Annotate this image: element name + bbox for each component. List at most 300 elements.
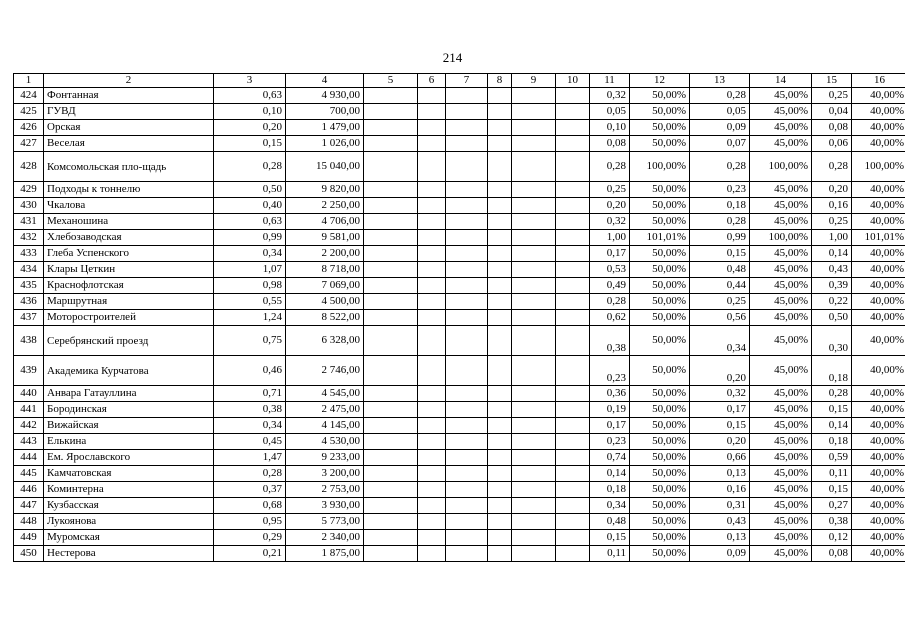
cell-c12: 50,00% [630, 246, 690, 262]
row-number: 427 [14, 136, 44, 152]
cell-c6 [418, 310, 446, 326]
cell-c11: 0,17 [590, 418, 630, 434]
row-number: 438 [14, 326, 44, 356]
cell-c9 [512, 136, 556, 152]
cell-c8 [488, 450, 512, 466]
cell-c4: 4 530,00 [286, 434, 364, 450]
table-row [14, 182, 905, 198]
cell-c6 [418, 356, 446, 386]
cell-c10 [556, 246, 590, 262]
cell-c7 [446, 182, 488, 198]
cell-c6 [418, 402, 446, 418]
cell-c16: 40,00% [852, 136, 905, 152]
cell-c7 [446, 402, 488, 418]
column-header: 5 [364, 74, 418, 88]
cell-c5 [364, 88, 418, 104]
cell-c11: 0,14 [590, 466, 630, 482]
cell-c13: 0,32 [690, 386, 750, 402]
cell-c6 [418, 152, 446, 182]
cell-c7 [446, 530, 488, 546]
cell-c12: 50,00% [630, 546, 690, 562]
table-row [14, 262, 905, 278]
cell-c13: 0,16 [690, 482, 750, 498]
cell-c14: 45,00% [750, 198, 812, 214]
cell-c15: 0,04 [812, 104, 852, 120]
cell-c4: 3 930,00 [286, 498, 364, 514]
cell-c12: 50,00% [630, 466, 690, 482]
cell-c9 [512, 386, 556, 402]
cell-c16: 40,00% [852, 262, 905, 278]
street-name: Орская [44, 120, 214, 136]
cell-c6 [418, 262, 446, 278]
cell-c10 [556, 530, 590, 546]
cell-c15: 0,27 [812, 498, 852, 514]
street-name: ГУВД [44, 104, 214, 120]
cell-c10 [556, 278, 590, 294]
cell-c15: 0,25 [812, 214, 852, 230]
cell-c14: 45,00% [750, 246, 812, 262]
cell-c9 [512, 434, 556, 450]
cell-c11: 0,25 [590, 182, 630, 198]
table-row [14, 246, 905, 262]
cell-c4: 1 026,00 [286, 136, 364, 152]
cell-c4: 3 200,00 [286, 466, 364, 482]
cell-c6 [418, 514, 446, 530]
cell-c13: 0,15 [690, 246, 750, 262]
column-header: 3 [214, 74, 286, 88]
cell-c16: 40,00% [852, 466, 905, 482]
cell-c15: 1,00 [812, 230, 852, 246]
table-row [14, 120, 905, 136]
street-name: Клары Цеткин [44, 262, 214, 278]
cell-c6 [418, 450, 446, 466]
row-number: 430 [14, 198, 44, 214]
cell-c15: 0,12 [812, 530, 852, 546]
cell-c13: 0,13 [690, 466, 750, 482]
cell-c14: 45,00% [750, 136, 812, 152]
cell-c16: 40,00% [852, 198, 905, 214]
cell-c3: 0,34 [214, 246, 286, 262]
cell-c15: 0,38 [812, 514, 852, 530]
cell-c14: 45,00% [750, 214, 812, 230]
cell-c7 [446, 514, 488, 530]
cell-c8 [488, 104, 512, 120]
street-name: Кузбасская [44, 498, 214, 514]
cell-c16: 100,00% [852, 152, 905, 182]
cell-c16: 40,00% [852, 294, 905, 310]
column-header: 11 [590, 74, 630, 88]
cell-c15: 0,28 [812, 386, 852, 402]
table-row [14, 214, 905, 230]
cell-c16: 40,00% [852, 104, 905, 120]
cell-c9 [512, 88, 556, 104]
cell-c5 [364, 466, 418, 482]
street-name: Веселая [44, 136, 214, 152]
cell-c8 [488, 466, 512, 482]
cell-c10 [556, 310, 590, 326]
cell-c15: 0,30 [812, 326, 852, 356]
cell-c11: 0,18 [590, 482, 630, 498]
cell-c15: 0,11 [812, 466, 852, 482]
cell-c9 [512, 466, 556, 482]
cell-c13: 0,07 [690, 136, 750, 152]
cell-c6 [418, 136, 446, 152]
cell-c3: 0,95 [214, 514, 286, 530]
cell-c8 [488, 434, 512, 450]
cell-c6 [418, 482, 446, 498]
cell-c12: 50,00% [630, 88, 690, 104]
cell-c16: 40,00% [852, 514, 905, 530]
cell-c15: 0,08 [812, 546, 852, 562]
cell-c14: 45,00% [750, 120, 812, 136]
cell-c11: 0,10 [590, 120, 630, 136]
cell-c4: 8 718,00 [286, 262, 364, 278]
cell-c8 [488, 546, 512, 562]
cell-c15: 0,15 [812, 402, 852, 418]
cell-c14: 45,00% [750, 356, 812, 386]
cell-c13: 0,66 [690, 450, 750, 466]
cell-c3: 0,34 [214, 418, 286, 434]
cell-c7 [446, 418, 488, 434]
cell-c9 [512, 418, 556, 434]
cell-c3: 0,99 [214, 230, 286, 246]
row-number: 429 [14, 182, 44, 198]
cell-c9 [512, 246, 556, 262]
cell-c12: 50,00% [630, 262, 690, 278]
cell-c15: 0,50 [812, 310, 852, 326]
row-number: 424 [14, 88, 44, 104]
cell-c12: 50,00% [630, 498, 690, 514]
cell-c6 [418, 546, 446, 562]
cell-c4: 5 773,00 [286, 514, 364, 530]
cell-c5 [364, 498, 418, 514]
cell-c5 [364, 136, 418, 152]
street-name: Хлебозаводская [44, 230, 214, 246]
cell-c14: 45,00% [750, 326, 812, 356]
cell-c5 [364, 326, 418, 356]
cell-c9 [512, 120, 556, 136]
cell-c12: 50,00% [630, 326, 690, 356]
cell-c12: 50,00% [630, 198, 690, 214]
cell-c8 [488, 246, 512, 262]
cell-c15: 0,22 [812, 294, 852, 310]
cell-c8 [488, 214, 512, 230]
cell-c8 [488, 230, 512, 246]
cell-c13: 0,34 [690, 326, 750, 356]
cell-c5 [364, 120, 418, 136]
cell-c12: 50,00% [630, 514, 690, 530]
row-number: 442 [14, 418, 44, 434]
cell-c9 [512, 530, 556, 546]
cell-c11: 0,36 [590, 386, 630, 402]
cell-c16: 40,00% [852, 386, 905, 402]
cell-c14: 45,00% [750, 294, 812, 310]
street-name: Лукоянова [44, 514, 214, 530]
cell-c14: 45,00% [750, 450, 812, 466]
cell-c3: 0,71 [214, 386, 286, 402]
table-row [14, 498, 905, 514]
street-name: Чкалова [44, 198, 214, 214]
cell-c3: 0,10 [214, 104, 286, 120]
cell-c8 [488, 514, 512, 530]
cell-c11: 0,48 [590, 514, 630, 530]
cell-c6 [418, 230, 446, 246]
cell-c12: 101,01% [630, 230, 690, 246]
cell-c8 [488, 88, 512, 104]
cell-c4: 2 200,00 [286, 246, 364, 262]
cell-c7 [446, 326, 488, 356]
cell-c11: 0,11 [590, 546, 630, 562]
cell-c10 [556, 88, 590, 104]
cell-c4: 15 040,00 [286, 152, 364, 182]
cell-c13: 0,20 [690, 356, 750, 386]
cell-c15: 0,25 [812, 88, 852, 104]
cell-c7 [446, 246, 488, 262]
cell-c13: 0,31 [690, 498, 750, 514]
cell-c7 [446, 482, 488, 498]
cell-c9 [512, 402, 556, 418]
cell-c4: 6 328,00 [286, 326, 364, 356]
cell-c14: 45,00% [750, 466, 812, 482]
street-name: Коминтерна [44, 482, 214, 498]
cell-c14: 45,00% [750, 310, 812, 326]
cell-c15: 0,18 [812, 356, 852, 386]
cell-c10 [556, 386, 590, 402]
table-row [14, 546, 905, 562]
page-number: 214 [442, 50, 463, 65]
street-name: Муромская [44, 530, 214, 546]
cell-c16: 101,01% [852, 230, 905, 246]
cell-c3: 0,75 [214, 326, 286, 356]
column-header: 14 [750, 74, 812, 88]
cell-c6 [418, 104, 446, 120]
cell-c16: 40,00% [852, 214, 905, 230]
cell-c11: 0,17 [590, 246, 630, 262]
cell-c4: 4 500,00 [286, 294, 364, 310]
cell-c8 [488, 418, 512, 434]
cell-c16: 40,00% [852, 450, 905, 466]
cell-c15: 0,18 [812, 434, 852, 450]
table-row [14, 482, 905, 498]
header-row [14, 74, 905, 88]
cell-c4: 700,00 [286, 104, 364, 120]
cell-c5 [364, 402, 418, 418]
cell-c10 [556, 294, 590, 310]
cell-c11: 1,00 [590, 230, 630, 246]
cell-c5 [364, 356, 418, 386]
cell-c15: 0,59 [812, 450, 852, 466]
cell-c12: 50,00% [630, 482, 690, 498]
table-body [14, 88, 905, 562]
cell-c11: 0,62 [590, 310, 630, 326]
cell-c15: 0,14 [812, 246, 852, 262]
table-row [14, 450, 905, 466]
data-table [13, 73, 905, 562]
cell-c5 [364, 482, 418, 498]
cell-c15: 0,14 [812, 418, 852, 434]
row-number: 437 [14, 310, 44, 326]
cell-c12: 50,00% [630, 356, 690, 386]
column-header: 10 [556, 74, 590, 88]
row-number: 435 [14, 278, 44, 294]
cell-c12: 50,00% [630, 530, 690, 546]
cell-c11: 0,74 [590, 450, 630, 466]
column-header: 4 [286, 74, 364, 88]
cell-c9 [512, 294, 556, 310]
cell-c12: 50,00% [630, 434, 690, 450]
street-name: Глеба Успенского [44, 246, 214, 262]
cell-c6 [418, 198, 446, 214]
cell-c16: 40,00% [852, 182, 905, 198]
cell-c6 [418, 278, 446, 294]
street-name: Ем. Ярославского [44, 450, 214, 466]
cell-c7 [446, 294, 488, 310]
cell-c5 [364, 198, 418, 214]
cell-c11: 0,28 [590, 294, 630, 310]
cell-c8 [488, 198, 512, 214]
cell-c12: 50,00% [630, 418, 690, 434]
cell-c5 [364, 530, 418, 546]
cell-c15: 0,20 [812, 182, 852, 198]
cell-c4: 7 069,00 [286, 278, 364, 294]
cell-c12: 50,00% [630, 310, 690, 326]
table-row [14, 386, 905, 402]
cell-c8 [488, 278, 512, 294]
cell-c4: 4 706,00 [286, 214, 364, 230]
cell-c5 [364, 418, 418, 434]
cell-c16: 40,00% [852, 246, 905, 262]
cell-c7 [446, 498, 488, 514]
cell-c14: 45,00% [750, 386, 812, 402]
street-name: Фонтанная [44, 88, 214, 104]
cell-c6 [418, 120, 446, 136]
row-number: 449 [14, 530, 44, 546]
row-number: 426 [14, 120, 44, 136]
cell-c9 [512, 214, 556, 230]
row-number: 446 [14, 482, 44, 498]
cell-c10 [556, 326, 590, 356]
row-number: 444 [14, 450, 44, 466]
cell-c12: 50,00% [630, 104, 690, 120]
street-name: Краснофлотская [44, 278, 214, 294]
cell-c7 [446, 214, 488, 230]
table-row [14, 278, 905, 294]
cell-c10 [556, 120, 590, 136]
row-number: 439 [14, 356, 44, 386]
cell-c4: 1 479,00 [286, 120, 364, 136]
cell-c9 [512, 182, 556, 198]
cell-c10 [556, 104, 590, 120]
cell-c9 [512, 230, 556, 246]
cell-c10 [556, 182, 590, 198]
street-name: Серебрянский проезд [44, 326, 214, 356]
cell-c13: 0,17 [690, 402, 750, 418]
cell-c4: 2 753,00 [286, 482, 364, 498]
street-name: Нестерова [44, 546, 214, 562]
cell-c13: 0,48 [690, 262, 750, 278]
column-header: 13 [690, 74, 750, 88]
cell-c8 [488, 136, 512, 152]
cell-c13: 0,09 [690, 546, 750, 562]
cell-c13: 0,28 [690, 152, 750, 182]
cell-c4: 9 581,00 [286, 230, 364, 246]
cell-c14: 100,00% [750, 230, 812, 246]
cell-c9 [512, 310, 556, 326]
cell-c8 [488, 120, 512, 136]
cell-c6 [418, 386, 446, 402]
cell-c3: 1,24 [214, 310, 286, 326]
cell-c8 [488, 182, 512, 198]
cell-c13: 0,56 [690, 310, 750, 326]
cell-c15: 0,15 [812, 482, 852, 498]
cell-c11: 0,15 [590, 530, 630, 546]
street-name: Комсомольская пло-щадь [44, 152, 214, 182]
cell-c9 [512, 356, 556, 386]
cell-c3: 0,55 [214, 294, 286, 310]
cell-c11: 0,20 [590, 198, 630, 214]
cell-c4: 9 233,00 [286, 450, 364, 466]
cell-c10 [556, 514, 590, 530]
cell-c16: 40,00% [852, 482, 905, 498]
cell-c14: 45,00% [750, 262, 812, 278]
cell-c4: 2 475,00 [286, 402, 364, 418]
cell-c6 [418, 246, 446, 262]
table-row [14, 104, 905, 120]
table-row [14, 230, 905, 246]
cell-c16: 40,00% [852, 418, 905, 434]
cell-c16: 40,00% [852, 434, 905, 450]
cell-c6 [418, 214, 446, 230]
cell-c4: 2 250,00 [286, 198, 364, 214]
cell-c10 [556, 152, 590, 182]
cell-c14: 45,00% [750, 546, 812, 562]
row-number: 431 [14, 214, 44, 230]
cell-c10 [556, 402, 590, 418]
cell-c8 [488, 294, 512, 310]
column-header: 12 [630, 74, 690, 88]
cell-c13: 0,23 [690, 182, 750, 198]
row-number: 443 [14, 434, 44, 450]
cell-c3: 0,68 [214, 498, 286, 514]
street-name: Елькина [44, 434, 214, 450]
cell-c11: 0,49 [590, 278, 630, 294]
cell-c12: 50,00% [630, 136, 690, 152]
cell-c10 [556, 450, 590, 466]
street-name: Академика Курчатова [44, 356, 214, 386]
cell-c9 [512, 262, 556, 278]
cell-c5 [364, 514, 418, 530]
cell-c8 [488, 152, 512, 182]
table-row [14, 530, 905, 546]
cell-c6 [418, 326, 446, 356]
cell-c6 [418, 498, 446, 514]
cell-c8 [488, 262, 512, 278]
row-number: 434 [14, 262, 44, 278]
column-header: 15 [812, 74, 852, 88]
cell-c12: 50,00% [630, 182, 690, 198]
cell-c7 [446, 136, 488, 152]
column-header: 9 [512, 74, 556, 88]
cell-c14: 45,00% [750, 402, 812, 418]
cell-c16: 40,00% [852, 356, 905, 386]
cell-c16: 40,00% [852, 326, 905, 356]
table-row [14, 356, 905, 386]
cell-c12: 50,00% [630, 294, 690, 310]
cell-c10 [556, 262, 590, 278]
table-row [14, 152, 905, 182]
cell-c12: 50,00% [630, 120, 690, 136]
cell-c16: 40,00% [852, 88, 905, 104]
